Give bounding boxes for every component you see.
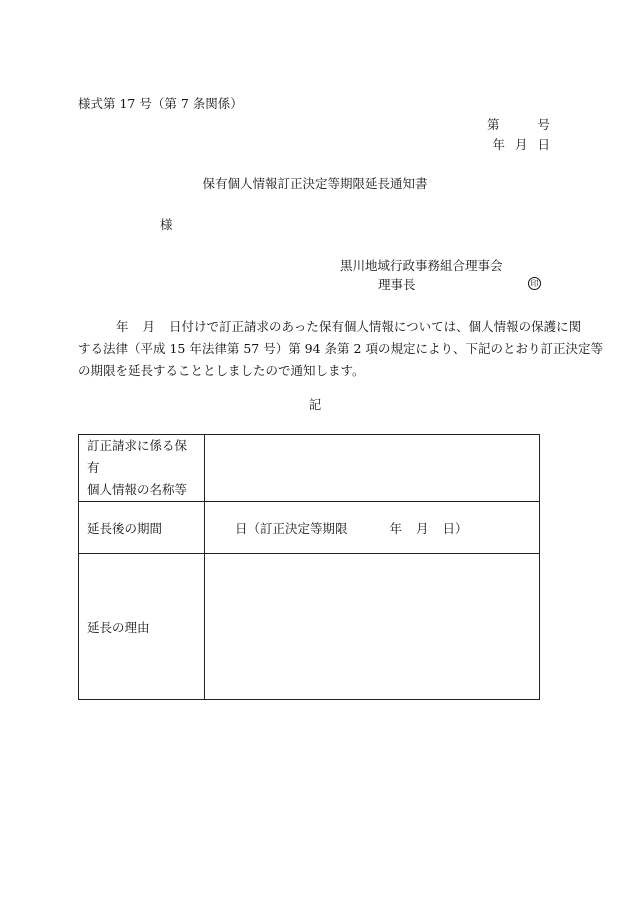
addressee: 様	[160, 217, 173, 232]
sender-role: 理事長	[378, 277, 416, 292]
record-table	[78, 434, 540, 700]
period-day: 日）	[442, 520, 468, 536]
info-name-label-line-2: 個人情報の名称等	[87, 482, 188, 497]
period-year: 年	[389, 520, 403, 536]
date-year: 年	[492, 137, 505, 152]
body-line-1-text: 日付けで訂正請求のあった保有個人情報については、個人情報の保護に関	[169, 319, 582, 334]
date-day: 日	[537, 137, 550, 152]
period-start-text: 日（訂正決定等期限	[235, 520, 348, 536]
document-number-prefix: 第	[486, 117, 500, 132]
date-month: 月	[514, 137, 528, 152]
document-number	[487, 119, 550, 132]
extension-reason-field[interactable]	[205, 554, 540, 700]
extended-period-field[interactable]	[205, 502, 540, 554]
body-month: 月	[142, 319, 156, 334]
info-name-label-line-1: 訂正請求に係る保有	[87, 438, 188, 475]
extension-reason-label: 延長の理由	[79, 554, 205, 700]
seal-mark: 印	[528, 277, 541, 290]
period-month: 月	[416, 520, 429, 536]
sender-organization: 黒川地域行政事務組合理事会	[340, 258, 503, 273]
body-line-2: する法律（平成 15 年法律第 57 号）第 94 条第 2 項の規定により、下記のとおり訂正決定等	[78, 341, 603, 356]
body-year: 年	[116, 319, 129, 334]
body-line-3: の期限を延長することとしましたので通知します。	[78, 363, 365, 378]
document-number-suffix: 号	[537, 117, 550, 132]
info-name-field[interactable]	[205, 435, 540, 502]
notice-body	[78, 316, 603, 382]
table-row	[79, 554, 540, 700]
body-line-1	[78, 316, 582, 338]
form-number: 様式第 17 号（第 7 条関係）	[78, 96, 243, 111]
table-row	[79, 502, 540, 554]
ki-heading: 記	[308, 397, 322, 412]
extended-period-label: 延長後の期間	[79, 502, 205, 554]
table-row	[79, 435, 540, 502]
info-name-label	[79, 435, 205, 502]
document-title: 保有個人情報訂正決定等期限延長通知書	[202, 176, 428, 191]
document-date	[492, 139, 550, 152]
